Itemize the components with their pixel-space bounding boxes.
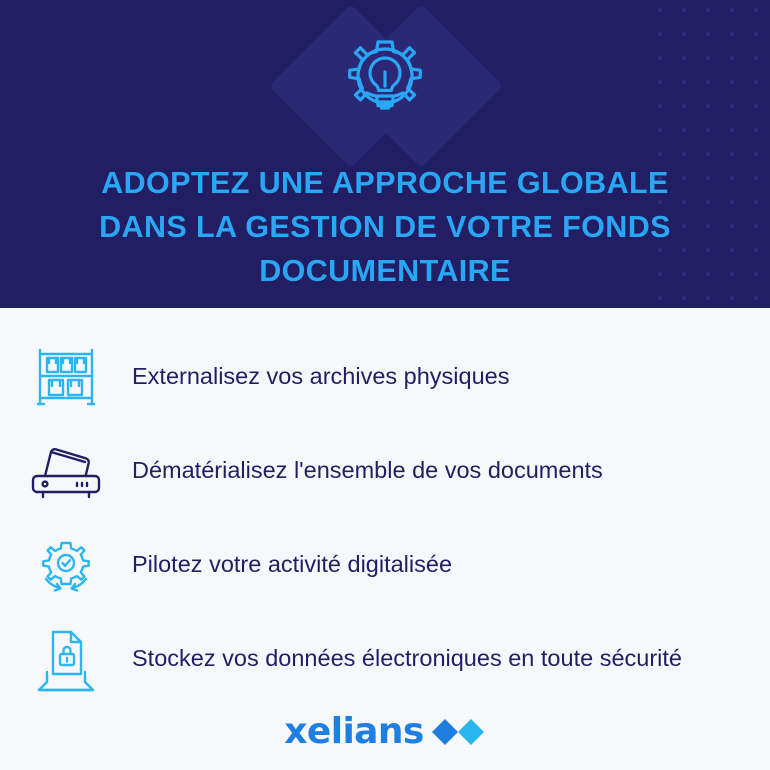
header-banner (0, 0, 770, 308)
list-item (0, 518, 770, 612)
laptop-lock-icon (0, 626, 132, 692)
brand-footer (0, 711, 770, 752)
page-title (0, 162, 770, 294)
list-item-label: Pilotez votre activité digitalisée (132, 551, 453, 578)
list-item-label: Dématérialisez l'ensemble de vos documents (132, 457, 603, 484)
benefits-list (0, 330, 770, 706)
title-line-3: DOCUMENTAIRE (259, 253, 511, 288)
title-line-1: ADOPTEZ UNE APPROCHE GLOBALE (101, 166, 669, 200)
archive-shelf-icon (0, 346, 132, 408)
list-item-label: Externalisez vos archives physiques (132, 363, 510, 390)
logo-text: xelians (284, 711, 424, 752)
gear-refresh-icon (0, 534, 132, 596)
lightbulb-gear-icon (328, 36, 442, 138)
list-item (0, 424, 770, 518)
scanner-icon (0, 440, 132, 502)
title-line-2: DANS LA GESTION DE VOTRE FONDS (99, 209, 671, 244)
list-item (0, 330, 770, 424)
double-chevron-icon (430, 715, 486, 749)
list-item-label: Stockez vos données électroniques en toute sécurité (132, 645, 682, 672)
list-item (0, 612, 770, 706)
